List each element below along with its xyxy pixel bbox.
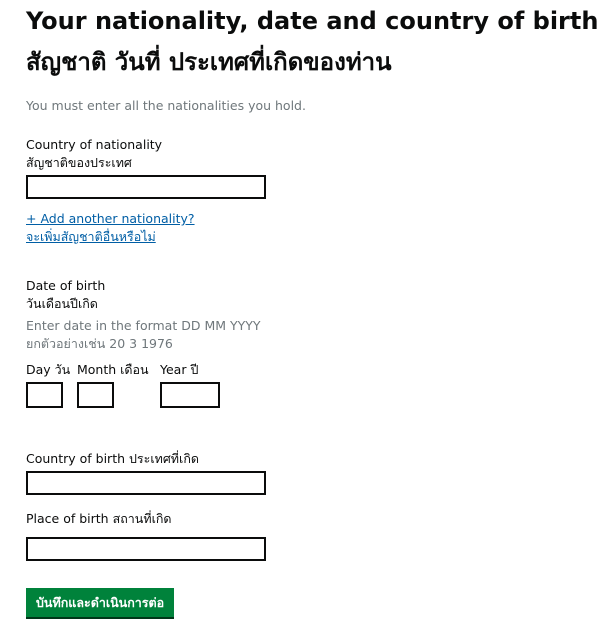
nationality-hint: You must enter all the nationalities you hold. <box>26 98 306 113</box>
place-of-birth-label: Place of birth สถานที่เกิด <box>26 511 172 526</box>
day-input[interactable] <box>26 382 63 408</box>
year-input[interactable] <box>160 382 220 408</box>
place-of-birth-input[interactable] <box>26 537 266 561</box>
month-label: Month เดือน <box>77 362 149 377</box>
date-of-birth-label-english: Date of birth <box>26 278 106 293</box>
add-nationality-link[interactable] <box>26 210 195 246</box>
date-format-hint-english: Enter date in the format DD MM YYYY <box>26 318 261 333</box>
country-of-birth-label: Country of birth ประเทศที่เกิด <box>26 451 200 466</box>
month-input[interactable] <box>77 382 114 408</box>
save-and-continue-button[interactable]: บันทึกและดำเนินการต่อ <box>26 588 174 617</box>
year-label: Year ปี <box>160 362 199 377</box>
country-of-nationality-input[interactable] <box>26 175 266 199</box>
page-title-thai: สัญชาติ วันที่ ประเทศที่เกิดของท่าน <box>26 48 392 76</box>
add-nationality-link-english[interactable]: + Add another nationality? <box>26 211 195 226</box>
add-nationality-link-thai[interactable]: จะเพิ่มสัญชาติอื่นหรือไม่ <box>26 229 156 244</box>
page-title-english: Your nationality, date and country of birth <box>26 7 599 35</box>
country-of-birth-input[interactable] <box>26 471 266 495</box>
date-format-hint-thai: ยกตัวอย่างเช่น 20 3 1976 <box>26 336 173 351</box>
day-label: Day วัน <box>26 362 71 377</box>
nationality-label-english: Country of nationality <box>26 137 163 152</box>
date-of-birth-label-thai: วันเดือนปีเกิด <box>26 296 98 311</box>
nationality-label-thai: สัญชาติของประเทศ <box>26 155 132 170</box>
